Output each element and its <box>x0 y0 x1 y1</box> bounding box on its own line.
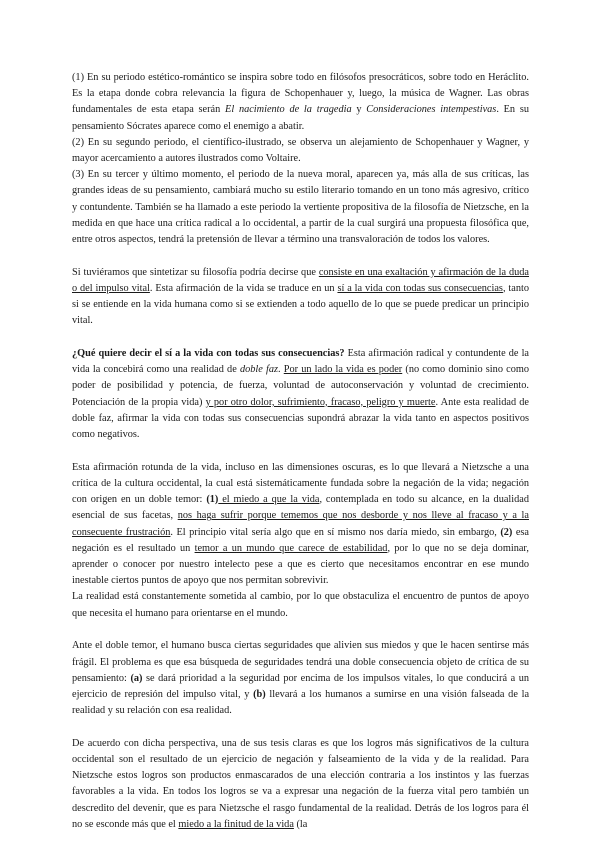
bold-marker: (a) <box>130 672 143 684</box>
underlined-text: nos haga sufrir porque tememos que nos desborde y nos lleve al fracaso y a la consecuente frustración <box>72 510 529 538</box>
text: y <box>351 104 367 116</box>
bold-marker: (1) <box>206 494 219 506</box>
paragraph-critique <box>72 460 529 590</box>
text: Esta afirmación rotunda de la vida, incluso en las dimensiones oscuras, es lo que llevará a Nietzsche a una crítica de la cultura occidental, la cual está sistemáticamente fundada sobre la negación de la vida; negación con origen en un doble temor: <box>72 461 529 506</box>
text: Ante el doble temor, el humano busca ciertas seguridades que alivien sus miedos y que le hacen sentirse más frágil. El problema es que esa búsqueda de seguridades tendrá una doble consecuencia objeto de crítica de su pensamiento: <box>72 640 529 684</box>
paragraph-period-3: (3) En su tercer y último momento, el periodo de la nueva moral, aparecen ya, más alla de sus críticas, las grandes ideas de su pensamiento, cambiará mucho su estilo literario tomando en un tono más agresivo, crítico y contundente. También se ha llamado a este periodo la vertiente propositiva de la filosofía de Nietzsche, en la medida en que hace una crítica radical a lo occidental, a partir de la cual surgirá una propuesta filosófica que, entre otros aspectos, tendrá la pretensión de llevar a término una transvaloración de todos los valores. <box>72 169 529 246</box>
underlined-text: Por un lado la vida es poder <box>283 364 403 376</box>
paragraph-period-1 <box>72 70 529 135</box>
text: llevará a los humanos a sumirse en una visión falseada de la realidad y su relación con esa realidad. <box>72 688 530 717</box>
text: , contemplada en todo su alcance, en la dualidad esencial de sus facetas, <box>72 494 529 522</box>
underlined-text: temor a un mundo que carece de estabilidad <box>194 542 388 554</box>
paragraph-question <box>72 346 529 443</box>
text: Si tuviéramos que sintetizar su filosofía podría decirse que <box>72 266 319 278</box>
paragraph-gap <box>72 622 529 639</box>
italic-text: doble faz <box>239 364 278 376</box>
underlined-text: sí a la vida con todas sus consecuencias <box>337 282 503 294</box>
paragraph-gap <box>72 719 529 736</box>
book-title: El nacimiento de la tragedia <box>225 104 352 116</box>
text: se dará prioridad a la seguridad por encima de los impulsos vitales, lo que conducirá a un ejercicio de represión del impulso vital, y <box>72 672 529 700</box>
text: . <box>278 364 284 376</box>
bold-marker: (2) <box>500 526 513 538</box>
text: , tanto si se entiende en la vida humana como si se extienden a todo aquello de lo que se puede predicar un principio vital. <box>72 282 529 327</box>
text: . En su pensamiento Sócrates aparece como el enemigo a abatir. <box>72 104 530 132</box>
text: (no como dominio sino como poder de posibilidad y potencia, de fuerza, voluntad de autoconservación y voluntad de crecimiento. Potenciación de la propia vida) <box>72 364 530 408</box>
paragraph-gap <box>72 443 529 460</box>
text: . El principio vital sería algo que en sí mismo nos daría miedo, sin embargo, <box>170 526 501 538</box>
text: Esta afirmación radical y contundente de la vida la concebirá como una realidad de <box>72 348 530 376</box>
text: . Esta afirmación de la vida se traduce en un <box>149 282 338 294</box>
paragraph-perspective <box>72 736 529 833</box>
paragraph-synthesis <box>72 265 529 330</box>
text: (la <box>293 818 308 830</box>
paragraph-gap <box>72 330 529 347</box>
paragraph-gap <box>72 248 529 265</box>
underlined-text: y por otro dolor, sufrimiento, fracaso, peligro y muerte <box>205 396 436 408</box>
paragraph-double-fear <box>72 638 529 719</box>
text: De acuerdo con dicha perspectiva, una de sus tesis claras es que los logros más significativos de la cultura occidental son el resultado de un ejercicio de negación y falseamiento de la vida y de la realidad. Para Nietzsche estos logros son productos enmascarados de una elección contraria a los instintos y las fuerzas favorables a la vida. En todos los logros se va a expresar una negación de la fuerza vital pero también un descredito del devenir, que es para Nietzsche el rasgo fundamental de la realidad. Detrás de los logros para él no se esconde más que el <box>72 737 529 830</box>
text: , por lo que no se deja dominar, aprender o conocer por nuestro intelecto pese a que es cierto que necesitamos encontrar en ese mundo inestable ciertos puntos de apoyo que nos permitan sobrevivir. <box>72 542 530 587</box>
text: esa negación es el resultado un <box>72 526 529 554</box>
underlined-text: el miedo a que la vida <box>218 494 320 506</box>
book-title: Consideraciones intempestivas <box>366 104 497 116</box>
document-page <box>72 70 529 833</box>
text: (1) En su periodo estético-romántico se inspira sobre todo en filósofos presocráticos, sobre todo en Heráclito. Es la etapa donde cobra relevancia la figura de Schopenhauer y, luego, la música de Wagner. Las obras fundamentales de esta etapa serán <box>72 72 529 116</box>
paragraph-period-2: (2) En su segundo periodo, el científico-ilustrado, se observa un alejamiento de Schopenhauer y Wagner, y mayor acercamiento a autores ilustrados como Voltaire. <box>72 136 529 165</box>
paragraph-reality-change: La realidad está constantemente sometida al cambio, por lo que obstaculiza el encuentro de puntos de apoyo que necesita el humano para orientarse en el mundo. <box>72 591 529 619</box>
underlined-text: consiste en una exaltación y afirmación de la duda o del impulso vital <box>72 266 529 294</box>
text: . Ante esta realidad de doble faz, afirmar la vida con todas sus consecuencias supondrá abrazar la vida tanto en aspectos positivos como negativos. <box>72 396 530 441</box>
underlined-text: miedo a la finitud de la vida <box>178 818 294 830</box>
bold-marker: (b) <box>253 688 266 700</box>
bold-question: ¿Qué quiere decir el sí a la vida con todas sus consecuencias? <box>72 348 345 360</box>
